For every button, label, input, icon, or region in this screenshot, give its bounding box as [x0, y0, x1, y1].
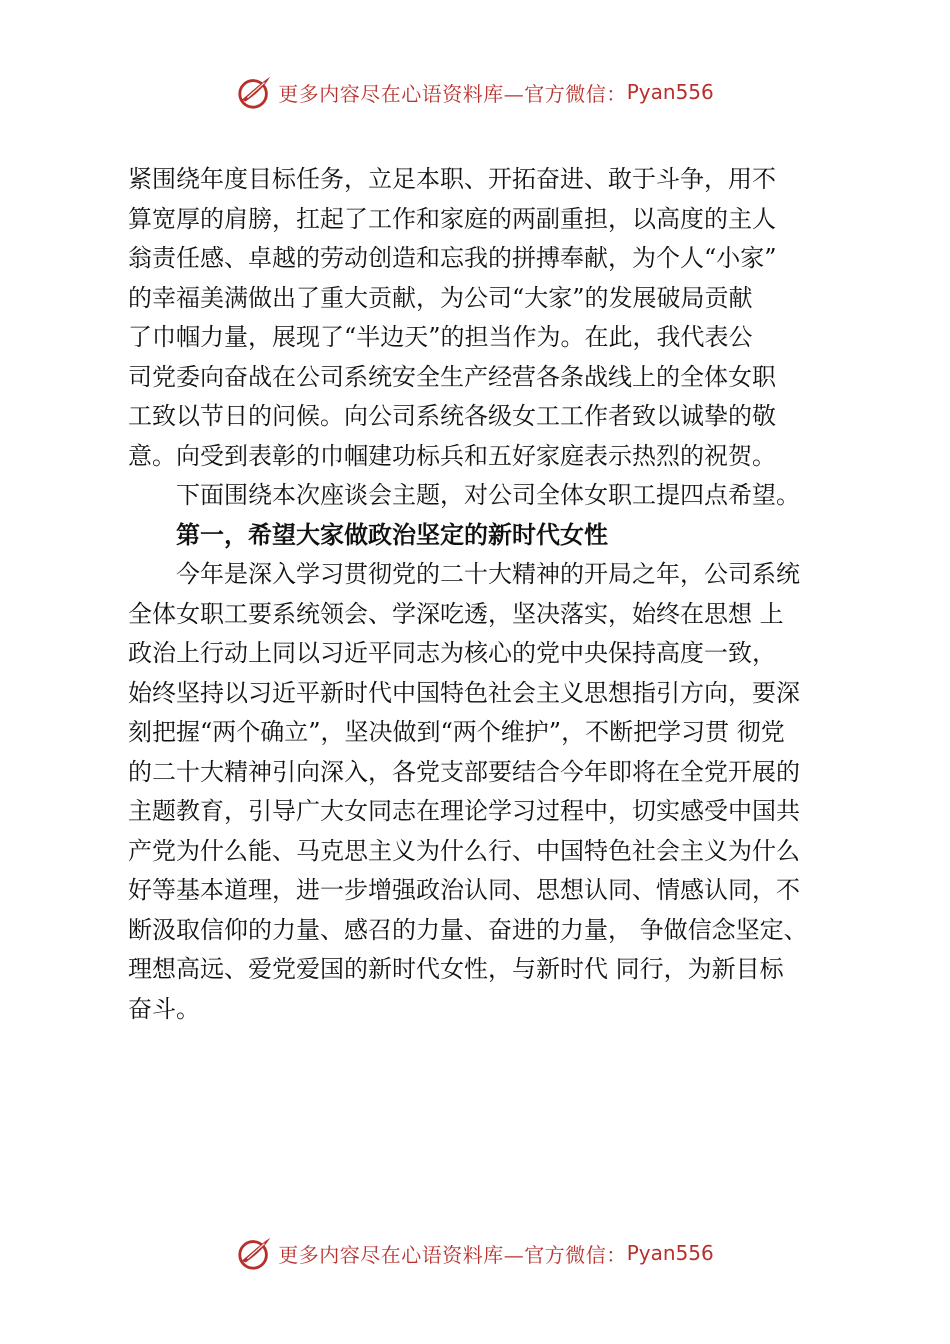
text-line: 理想高远、爱党爱国的新时代女性，与新时代 同行，为新目标 [128, 955, 784, 983]
footer-watermark-banner [0, 1231, 950, 1275]
banner-text: 更多内容尽在心语资料库—官方微信： [278, 1242, 627, 1267]
header-watermark-banner [0, 70, 950, 114]
banner-wechat-id: Pyan556 [626, 80, 714, 104]
text-line: 司党委向奋战在公司系统安全生产经营各条战线上的全体女职 [128, 362, 776, 391]
text-line: 好等基本道理，进一步增强政治认同、思想认同、情感认同，不 [128, 876, 800, 904]
text-line: 产党为什么能、马克思主义为什么行、中国特色社会主义为什么 [128, 836, 800, 865]
paragraph-3 [128, 555, 848, 1029]
text-line: 奋斗。 [128, 994, 200, 1023]
text-line: 全体女职工要系统领会、学深吃透，坚决落实，始终在思想 上 [128, 599, 784, 628]
text-line: 意。向受到表彰的巾帼建功标兵和五好家庭表示热烈的祝贺。 [128, 441, 776, 470]
feather-circle-logo-icon [236, 73, 274, 111]
text-line: 刻把握“两个确立”，坚决做到“两个维护”，不断把学习贯 彻党 [128, 718, 785, 746]
paragraph-1 [128, 160, 848, 476]
text-line: 工致以节日的问候。向公司系统各级女工工作者致以诚挚的敬 [128, 402, 776, 430]
text-line: 了巾帼力量，展现了“半边天”的担当作为。在此，我代表公 [128, 323, 753, 351]
text-line: 今年是深入学习贯彻党的二十大精神的开局之年，公司系统 [176, 560, 800, 588]
text-line: 的幸福美满做出了重大贡献，为公司“大家”的发展破局贡献 [128, 283, 753, 312]
paragraph-2: 下面围绕本次座谈会主题，对公司全体女职工提四点希望。 [176, 481, 800, 509]
text-line: 的二十大精神引向深入，各党支部要结合今年即将在全党开展的 [128, 757, 800, 786]
text-line: 主题教育，引导广大女同志在理论学习过程中，切实感受中国共 [128, 797, 800, 825]
text-line: 政治上行动上同以习近平同志为核心的党中央保持高度一致， [128, 639, 776, 667]
text-line: 紧围绕年度目标任务，立足本职、开拓奋进、敢于斗争，用不 [128, 165, 776, 193]
document-body [128, 160, 848, 1029]
text-line: 断汲取信仰的力量、感召的力量、奋进的力量， 争做信念坚定、 [128, 915, 808, 944]
text-line: 始终坚持以习近平新时代中国特色社会主义思想指引方向，要深 [128, 678, 800, 707]
banner-wechat-id: Pyan556 [626, 1241, 714, 1265]
text-line: 翁责任感、卓越的劳动创造和忘我的拼搏奉献，为个人“小家” [128, 244, 777, 272]
banner-text: 更多内容尽在心语资料库—官方微信： [278, 81, 627, 106]
text-line: 算宽厚的肩膀，扛起了工作和家庭的两副重担，以高度的主人 [128, 204, 776, 233]
feather-circle-logo-icon [236, 1234, 274, 1272]
section-heading-1: 第一，希望大家做政治坚定的新时代女性 [176, 520, 608, 549]
